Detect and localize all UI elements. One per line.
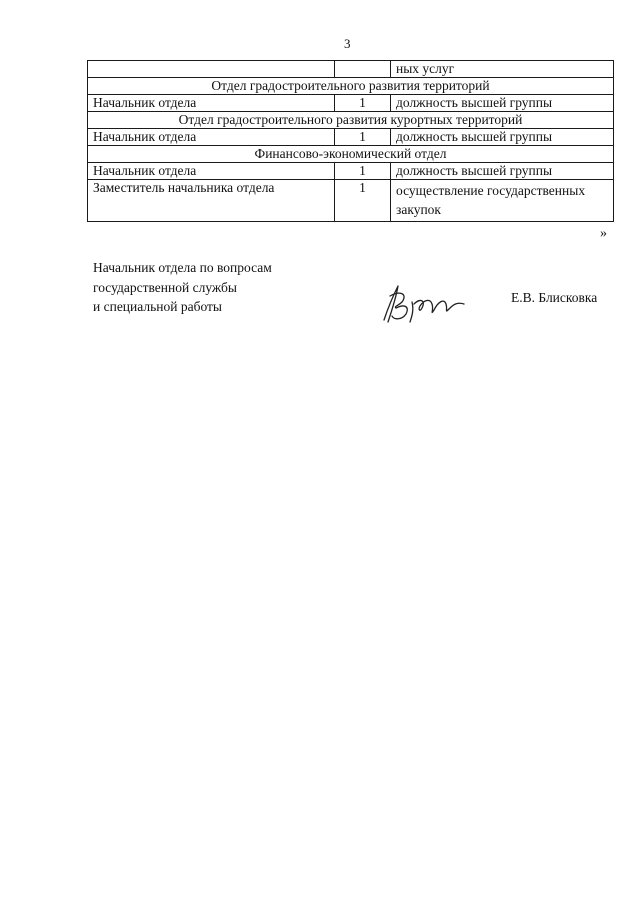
page-number: 3 xyxy=(344,36,351,51)
position-cell: Начальник отдела xyxy=(88,129,335,146)
section-title: Отдел градостроительного развития территорий xyxy=(88,78,614,95)
table-row xyxy=(88,180,614,222)
count-cell: 1 xyxy=(335,95,391,112)
position-cell: Начальник отдела xyxy=(88,163,335,180)
table-row xyxy=(88,95,614,112)
signatory-title-line: Начальник отдела по вопросам xyxy=(93,260,272,275)
table-row xyxy=(88,163,614,180)
count-cell: 1 xyxy=(335,180,391,222)
signatory-title xyxy=(93,258,272,317)
closing-quote: » xyxy=(600,226,607,241)
note-cell: должность высшей группы xyxy=(391,163,614,180)
table-row xyxy=(88,129,614,146)
signatory-title-line: и специальной работы xyxy=(93,299,222,314)
staffing-table xyxy=(87,60,614,222)
position-cell: Заместитель начальника отдела xyxy=(88,180,335,222)
count-cell: 1 xyxy=(335,163,391,180)
section-row xyxy=(88,112,614,129)
table-row xyxy=(88,61,614,78)
note-cell: ных услуг xyxy=(391,61,614,78)
section-title: Финансово-экономический отдел xyxy=(88,146,614,163)
position-cell: Начальник отдела xyxy=(88,95,335,112)
position-cell xyxy=(88,61,335,78)
section-row xyxy=(88,78,614,95)
signatory-name: Е.В. Блисковка xyxy=(511,290,598,305)
note-cell: должность высшей группы xyxy=(391,95,614,112)
note-cell: должность высшей группы xyxy=(391,129,614,146)
section-row xyxy=(88,146,614,163)
count-cell: 1 xyxy=(335,129,391,146)
note-cell: осуществление государственных закупок xyxy=(391,180,614,222)
handwritten-signature xyxy=(374,280,474,326)
signatory-title-line: государственной службы xyxy=(93,279,237,295)
section-title: Отдел градостроительного развития курортных территорий xyxy=(88,112,614,129)
count-cell xyxy=(335,61,391,78)
